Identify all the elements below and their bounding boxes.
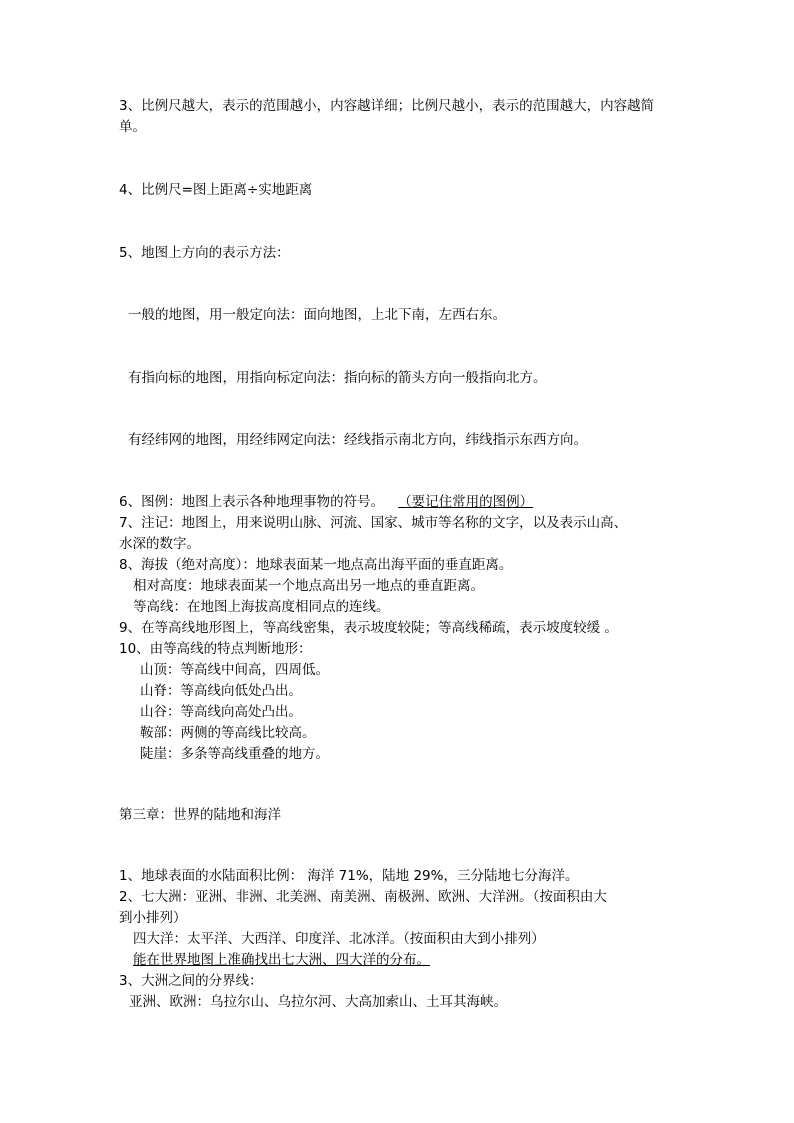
- chapter-item-2-note: [133, 950, 430, 971]
- item-3-line-2: 单。: [119, 119, 146, 135]
- chapter-item-2-line-2: 到小排列）: [119, 910, 187, 926]
- item-6-text: 6、图例：地图上表示各种地理事物的符号。: [119, 494, 385, 510]
- chapter-item-2-note-text: 能在世界地图上准确找出七大洲、四大洋的分布。: [133, 952, 430, 968]
- item-6-note: （要记住常用的图例）: [398, 494, 534, 510]
- item-5-heading: 5、地图上方向的表示方法：: [119, 245, 290, 261]
- item-6: [119, 492, 533, 513]
- chapter-heading: 第三章：世界的陆地和海洋: [119, 807, 281, 823]
- item-8-relative-height: 相对高度：地球表面某一个地点高出另一地点的垂直距离。: [133, 578, 484, 594]
- chapter-item-2-oceans: 四大洋：太平洋、大西洋、印度洋、北冰洋。（按面积由大到小排列）: [133, 931, 545, 947]
- item-10-ridge: 山脊：等高线向低处凸出。: [140, 683, 302, 699]
- item-10-cliff: 陡崖：多条等高线重叠的地方。: [140, 746, 329, 762]
- chapter-item-2-line-1: 2、七大洲：亚洲、非洲、北美洲、南美洲、南极洲、欧洲、大洋洲。（按面积由大: [119, 889, 607, 905]
- chapter-item-3-heading: 3、大洲之间的分界线：: [119, 973, 263, 989]
- chapter-item-1: 1、地球表面的水陆面积比例： 海洋 71%，陆地 29%，三分陆地七分海洋。: [119, 868, 579, 884]
- item-10-valley: 山谷：等高线向高处凸出。: [140, 704, 302, 720]
- item-7-line-1: 7、注记：地图上，用来说明山脉、河流、国家、城市等名称的文字，以及表示山高、: [119, 515, 628, 531]
- item-10-summit: 山顶：等高线中间高，四周低。: [140, 662, 329, 678]
- item-5-pointer-map: 有指向标的地图，用指向标定向法：指向标的箭头方向一般指向北方。: [128, 370, 547, 386]
- item-8-contour: 等高线：在地图上海拔高度相同点的连线。: [133, 599, 390, 615]
- item-4: 4、比例尺=图上距离÷实地距离: [119, 182, 313, 198]
- item-7-line-2: 水深的数字。: [119, 536, 200, 552]
- item-8: 8、海拔（绝对高度）：地球表面某一地点高出海平面的垂直距离。: [119, 557, 513, 573]
- item-10-heading: 10、由等高线的特点判断地形：: [119, 641, 312, 657]
- item-3-line-1: 3、比例尺越大，表示的范围越小，内容越详细；比例尺越小，表示的范围越大，内容越简: [119, 98, 655, 114]
- chapter-item-3-asia-europe: 亚洲、欧洲：乌拉尔山、乌拉尔河、大高加索山、土耳其海峡。: [129, 994, 507, 1010]
- item-5-graticule-map: 有经纬网的地图，用经纬网定向法：经线指示南北方向，纬线指示东西方向。: [128, 432, 587, 448]
- item-5-general-map: 一般的地图，用一般定向法：面向地图，上北下南，左西右东。: [128, 307, 506, 323]
- item-10-saddle: 鞍部：两侧的等高线比较高。: [140, 725, 316, 741]
- item-9: 9、在等高线地形图上，等高线密集，表示坡度较陡；等高线稀疏，表示坡度较缓 。: [119, 620, 618, 636]
